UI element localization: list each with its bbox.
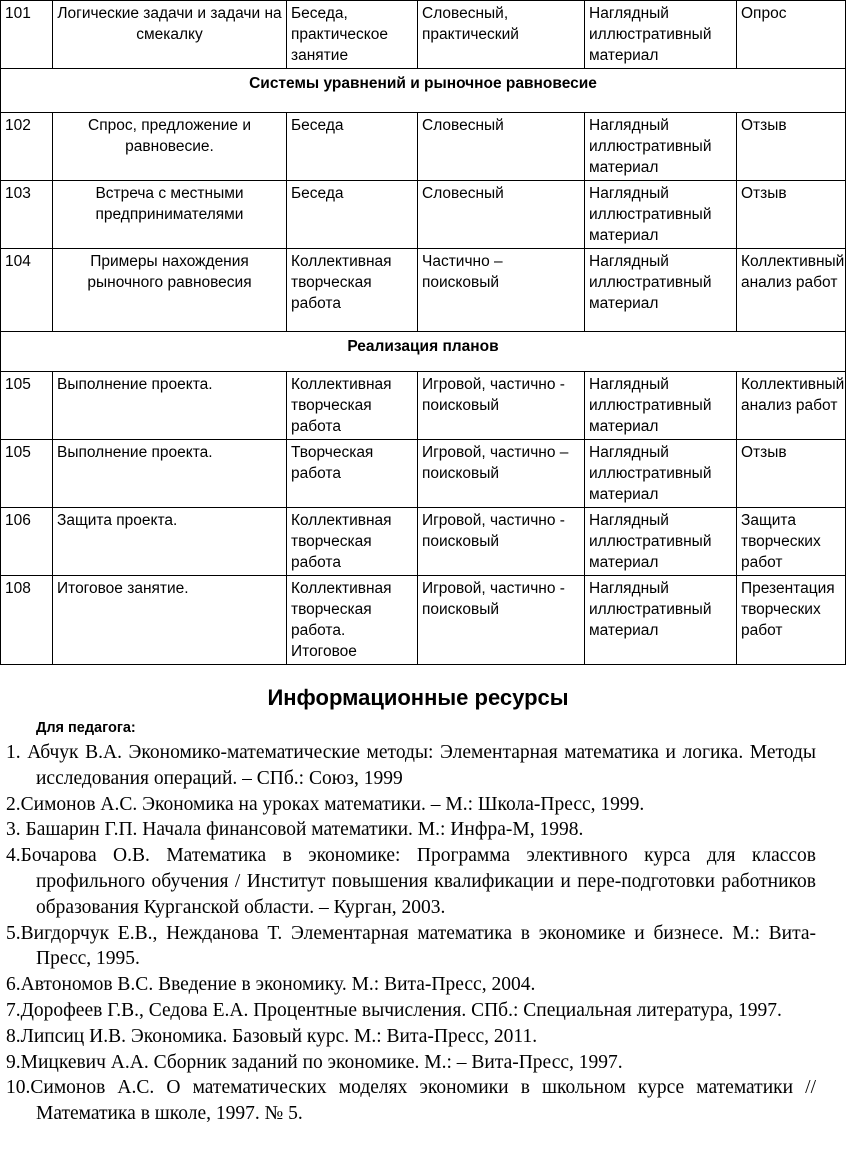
section-row xyxy=(1,332,846,372)
reference-item: 8.Липсиц И.В. Экономика. Базовый курс. М.: Вита-Пресс, 2011. xyxy=(6,1025,538,1047)
section-title: Реализация планов xyxy=(1,332,846,372)
lesson-material: Наглядный иллюстративный материал xyxy=(585,1,737,69)
lesson-number: 101 xyxy=(1,1,53,69)
lesson-number: 108 xyxy=(1,576,53,665)
lesson-topic: Примеры нахождения рыночного равновесия xyxy=(53,249,287,332)
lesson-method: Частично – поисковый xyxy=(418,249,585,332)
lesson-number: 104 xyxy=(1,249,53,332)
lesson-topic: Встреча с местными предпринимателями xyxy=(53,181,287,249)
lesson-control: Отзыв xyxy=(737,440,846,508)
reference-item: 1. Абчук В.А. Экономико-математические методы: Элементарная математика и логика. Методы исследования операций. – СПб.: Союз, 1999 xyxy=(6,742,816,789)
lesson-topic: Итоговое занятие. xyxy=(53,576,287,665)
section-row xyxy=(1,69,846,113)
lesson-control: Коллективный анализ работ xyxy=(737,249,846,332)
table-row xyxy=(1,576,846,665)
lesson-material: Наглядный иллюстративный материал xyxy=(585,113,737,181)
resources-section xyxy=(0,680,816,1127)
reference-item: 9.Мицкевич А.А. Сборник заданий по экономике. М.: – Вита-Пресс, 1997. xyxy=(6,1051,623,1073)
table-row xyxy=(1,181,846,249)
resources-subtitle: Для педагога: xyxy=(36,720,136,736)
lesson-form: Творческая работа xyxy=(287,440,418,508)
lesson-number: 105 xyxy=(1,440,53,508)
lesson-number: 105 xyxy=(1,372,53,440)
lesson-material: Наглядный иллюстративный материал xyxy=(585,576,737,665)
lesson-material: Наглядный иллюстративный материал xyxy=(585,181,737,249)
reference-list xyxy=(0,740,816,1127)
lesson-number: 102 xyxy=(1,113,53,181)
lesson-control: Презентация творческих работ xyxy=(737,576,846,665)
lesson-method: Игровой, частично - поисковый xyxy=(418,576,585,665)
reference-item: 10.Симонов А.С. О математических моделях экономики в школьном курсе математики // Математика в школе, 1997. № 5. xyxy=(6,1077,816,1125)
table-row xyxy=(1,249,846,332)
lesson-method: Словесный xyxy=(418,113,585,181)
lesson-topic: Выполнение проекта. xyxy=(53,440,287,508)
lesson-form: Коллективная творческая работа xyxy=(287,372,418,440)
lesson-form: Коллективная творческая работа. Итоговое xyxy=(287,576,418,665)
table-row xyxy=(1,508,846,576)
lesson-control: Защита творческих работ xyxy=(737,508,846,576)
lesson-method: Словесный, практический xyxy=(418,1,585,69)
lesson-number: 106 xyxy=(1,508,53,576)
lesson-topic: Защита проекта. xyxy=(53,508,287,576)
table-row xyxy=(1,1,846,69)
lesson-form: Беседа, практическое занятие xyxy=(287,1,418,69)
reference-item: 7.Дорофеев Г.В., Седова Е.А. Процентные вычисления. СПб.: Специальная литература, 1997. xyxy=(6,999,782,1021)
lesson-form: Коллективная творческая работа xyxy=(287,249,418,332)
lesson-control: Опрос xyxy=(737,1,846,69)
reference-item: 6.Автономов В.С. Введение в экономику. М.: Вита-Пресс, 2004. xyxy=(6,974,536,996)
lesson-form: Беседа xyxy=(287,181,418,249)
lesson-form: Беседа xyxy=(287,113,418,181)
lesson-method: Игровой, частично - поисковый xyxy=(418,372,585,440)
reference-item: 4.Бочарова О.В. Математика в экономике: Программа элективного курса для классов профильного обучения / Институт повышения квалификации и пере-подготовки работников образования Курганской области. – Курган, 2003. xyxy=(6,845,816,918)
section-title: Системы уравнений и рыночное равновесие xyxy=(1,69,846,113)
lesson-material: Наглядный иллюстративный материал xyxy=(585,508,737,576)
lesson-material: Наглядный иллюстративный материал xyxy=(585,440,737,508)
table-row xyxy=(1,113,846,181)
lesson-form: Коллективная творческая работа xyxy=(287,508,418,576)
lesson-method: Игровой, частично - поисковый xyxy=(418,508,585,576)
lesson-number: 103 xyxy=(1,181,53,249)
lesson-topic: Логические задачи и задачи на смекалку xyxy=(53,1,287,69)
lesson-topic: Выполнение проекта. xyxy=(53,372,287,440)
reference-item: 5.Вигдорчук Е.В., Нежданова Т. Элементарная математика в экономике и бизнесе. М.: Вита-Пресс, 1995. xyxy=(6,922,816,970)
lesson-method: Игровой, частично – поисковый xyxy=(418,440,585,508)
reference-item: 3. Башарин Г.П. Начала финансовой математики. М.: Инфра-М, 1998. xyxy=(6,819,584,841)
lesson-control: Отзыв xyxy=(737,113,846,181)
lesson-method: Словесный xyxy=(418,181,585,249)
reference-item: 2.Симонов А.С. Экономика на уроках математики. – М.: Школа-Пресс, 1999. xyxy=(6,793,645,815)
lesson-material: Наглядный иллюстративный материал xyxy=(585,372,737,440)
resources-title: Информационные ресурсы xyxy=(267,685,569,710)
lesson-control: Коллективный анализ работ xyxy=(737,372,846,440)
lesson-topic: Спрос, предложение и равновесие. xyxy=(53,113,287,181)
lesson-control: Отзыв xyxy=(737,181,846,249)
lesson-material: Наглядный иллюстративный материал xyxy=(585,249,737,332)
table-row xyxy=(1,372,846,440)
table-row xyxy=(1,440,846,508)
